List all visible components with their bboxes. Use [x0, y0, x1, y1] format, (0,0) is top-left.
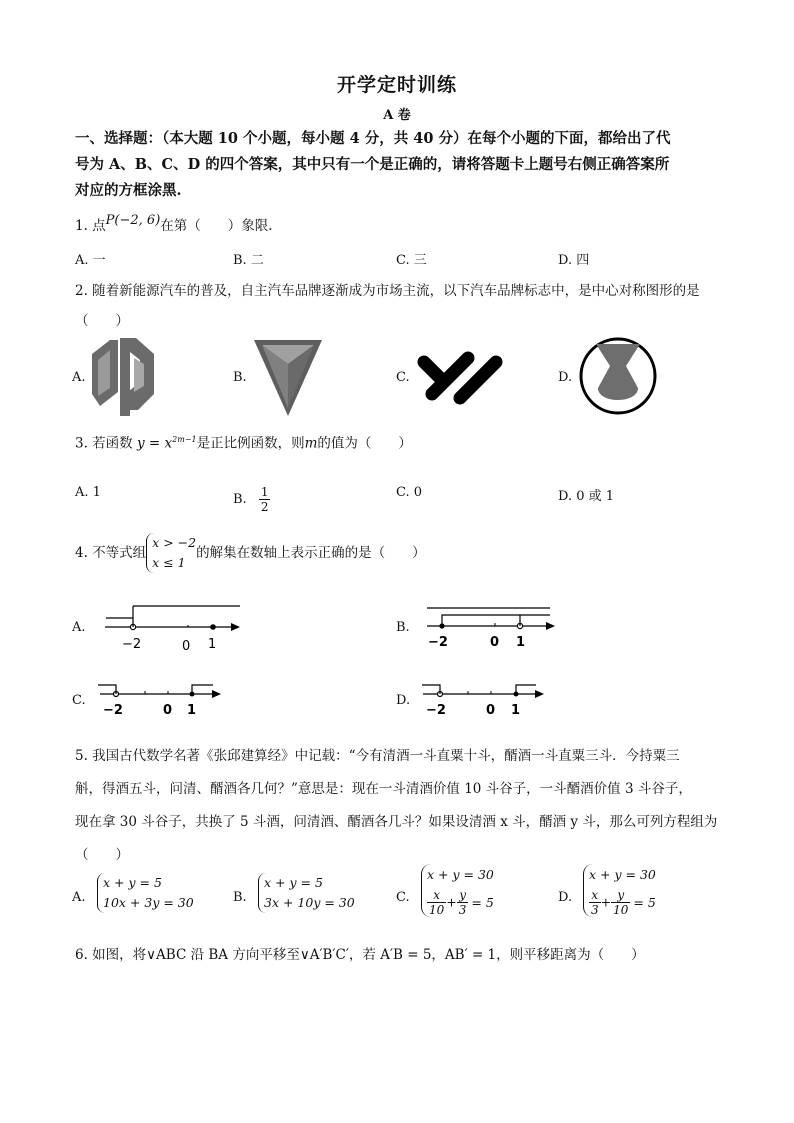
q5-d-den2: 10 — [613, 903, 629, 917]
q5-option-b-system — [258, 873, 355, 913]
section-line-1: 一、选择题：（本大题 10 个小题，每小题 4 分，共 40 分）在每个小题的下面，都给出了代 — [75, 130, 671, 147]
q5-option-d-system — [583, 864, 656, 917]
tick-label: −2 — [426, 703, 446, 718]
q3-prefix: 3. 若函数 — [75, 435, 133, 452]
q3-frac-num: 1 — [260, 485, 269, 499]
tick-label: 0 — [490, 635, 500, 650]
q2-label-d: D. — [558, 370, 573, 385]
q5-d-eq1: x + y = 30 — [589, 867, 656, 882]
q2-line-1: 2. 随着新能源汽车的普及，自主汽车品牌逐渐成为市场主流，以下汽车品牌标志中，是中心对称图形的是 — [75, 283, 700, 299]
number-line-c — [95, 680, 230, 720]
q5-label-c: C. — [396, 890, 410, 905]
axis-arrow — [231, 623, 240, 631]
tick-label: 0 — [486, 703, 496, 718]
tick-label: −2 — [103, 703, 123, 718]
q1-prefix: 1. 点 — [75, 218, 106, 234]
tick-label: 1 — [208, 637, 217, 652]
closed-point — [210, 624, 216, 630]
q5-a-eq1: x + y = 5 — [103, 875, 162, 890]
section-line-3: 对应的方框涂黑. — [75, 182, 182, 199]
q5-d-rhs: = 5 — [633, 894, 656, 910]
question-1 — [75, 213, 273, 237]
tick-label: 0 — [182, 639, 191, 654]
axis-arrow — [546, 622, 555, 630]
q5-b-eq2: 3x + 10y = 30 — [264, 895, 355, 910]
q5-c-rhs: = 5 — [471, 894, 494, 910]
question-4 — [75, 533, 426, 573]
q5-c-eq2 — [427, 888, 494, 917]
q5-c-plus: + — [446, 894, 457, 910]
car-logo-b-image — [252, 338, 324, 418]
q3-func-eq: = — [144, 435, 165, 452]
q5-d-num1: x — [589, 888, 601, 903]
q1-option-b: B. 二 — [233, 253, 264, 268]
q4-label-a: A. — [72, 620, 86, 635]
paper-subtitle: A 卷 — [383, 108, 411, 123]
q3-frac-den: 2 — [260, 500, 269, 514]
q5-option-c-system — [421, 864, 494, 917]
q5-d-plus: + — [600, 894, 612, 910]
q2-label-c: C. — [396, 370, 410, 385]
q3-option-d: D. 0 或 1 — [558, 489, 615, 504]
tick-label: −2 — [122, 637, 142, 652]
q5-line-2: 斛，得酒五斗，问清、醑酒各几何？”意思是：现在一斗清酒价值 10 斗谷子，一斗醑酒价值 3 斗谷子， — [75, 781, 692, 797]
question-3 — [75, 430, 412, 454]
number-line-b — [422, 604, 562, 654]
q1-option-c: C. 三 — [396, 253, 427, 268]
q4-suffix: 的解集在数轴上表示正确的是（ ） — [196, 545, 426, 561]
q5-line-3: 现在拿 30 斗谷子，共换了 5 斗酒，问清酒、醑酒各几斗？如果设清酒 x 斗，醑酒 y 斗，那么可列方程组为 — [75, 814, 718, 830]
q5-c-den1: 10 — [429, 903, 445, 917]
q1-suffix: 在第（ ）象限. — [160, 218, 273, 234]
q3-fraction — [259, 485, 271, 514]
section-heading — [75, 126, 725, 204]
q5-label-a: A. — [72, 890, 86, 905]
number-line-a — [100, 600, 245, 656]
q3-option-b-label: B. — [233, 492, 247, 507]
q2-label-b: B. — [233, 370, 247, 385]
q5-a-eq2: 10x + 3y = 30 — [103, 895, 194, 910]
q4-system — [146, 533, 196, 573]
q3-func-x: x — [164, 435, 173, 452]
q2-label-a: A. — [72, 370, 86, 385]
q3-middle: 是正比例函数，则 — [196, 435, 305, 452]
q3-option-b — [233, 485, 270, 514]
q4-label-b: B. — [396, 620, 410, 635]
car-logo-a-image — [90, 336, 162, 418]
q5-d-num2: y — [611, 888, 630, 903]
axis-arrow — [535, 690, 544, 698]
question-5 — [75, 740, 735, 872]
q1-option-d: D. 四 — [558, 253, 590, 268]
axis-arrow — [212, 690, 221, 698]
q4-sys-2: x ≤ 1 — [152, 555, 186, 570]
q4-sys-1: x > −2 — [152, 535, 197, 550]
q5-line-4: （ ） — [75, 847, 129, 863]
q4-prefix: 4. 不等式组 — [75, 545, 147, 561]
q3-exponent: 2m−1 — [172, 435, 197, 444]
car-logo-d-image — [578, 336, 660, 416]
q5-c-den2: 3 — [458, 903, 467, 917]
number-line-d — [418, 680, 553, 720]
q5-d-den1: 3 — [591, 903, 599, 917]
q5-c-num2: y — [457, 888, 469, 903]
q5-label-b: B. — [233, 890, 247, 905]
q5-d-eq2 — [589, 888, 656, 917]
q3-suffix: 的值为（ ） — [317, 435, 412, 452]
q4-label-d: D. — [396, 693, 411, 708]
q3-option-a: A. 1 — [75, 485, 101, 500]
bracket-mid — [442, 615, 520, 626]
q3-option-c: C. 0 — [396, 485, 423, 500]
q2-line-2: （ ） — [75, 313, 129, 329]
q5-c-num1: x — [427, 888, 446, 903]
tick-label: 1 — [511, 703, 521, 718]
tick-label: 1 — [187, 703, 197, 718]
q5-c-eq1: x + y = 30 — [427, 867, 494, 882]
q3-func-y: y — [136, 435, 145, 452]
q5-b-eq1: x + y = 5 — [264, 875, 323, 890]
bracket-left — [106, 618, 133, 627]
q3-var-m: m — [304, 435, 318, 452]
q5-d-frac-2 — [611, 888, 630, 917]
question-6: 6. 如图，将∨ABC 沿 BA 方向平移至∨A′B′C′，若 A′B = 5，AB′ = 1，则平移距离为（ ） — [75, 947, 645, 963]
q1-option-a: A. 一 — [75, 253, 106, 268]
q5-c-frac-2 — [457, 888, 469, 917]
tick-label: −2 — [428, 635, 448, 650]
page-title: 开学定时训练 — [336, 74, 457, 96]
q5-option-a-system — [97, 873, 194, 913]
question-2 — [75, 281, 735, 331]
q1-point: P(−2, 6) — [105, 213, 161, 228]
q5-line-1: 5. 我国古代数学名著《张邱建算经》中记载：“今有清酒一斗直粟十斗，醑酒一斗直粟三斗．今持粟三 — [75, 748, 680, 764]
tick-label: 1 — [516, 635, 526, 650]
car-logo-c-image — [414, 350, 504, 406]
bracket-right — [516, 685, 536, 694]
q5-label-d: D. — [558, 890, 573, 905]
bracket-right — [192, 685, 213, 694]
q5-c-frac-1 — [427, 888, 446, 917]
section-line-2: 号为 A、B、C、D 的四个答案，其中只有一个是正确的，请将答题卡上题号右侧正确答案所 — [75, 156, 670, 173]
q5-d-frac-1 — [589, 888, 601, 917]
tick-label: 0 — [163, 703, 173, 718]
q4-label-c: C. — [72, 693, 86, 708]
